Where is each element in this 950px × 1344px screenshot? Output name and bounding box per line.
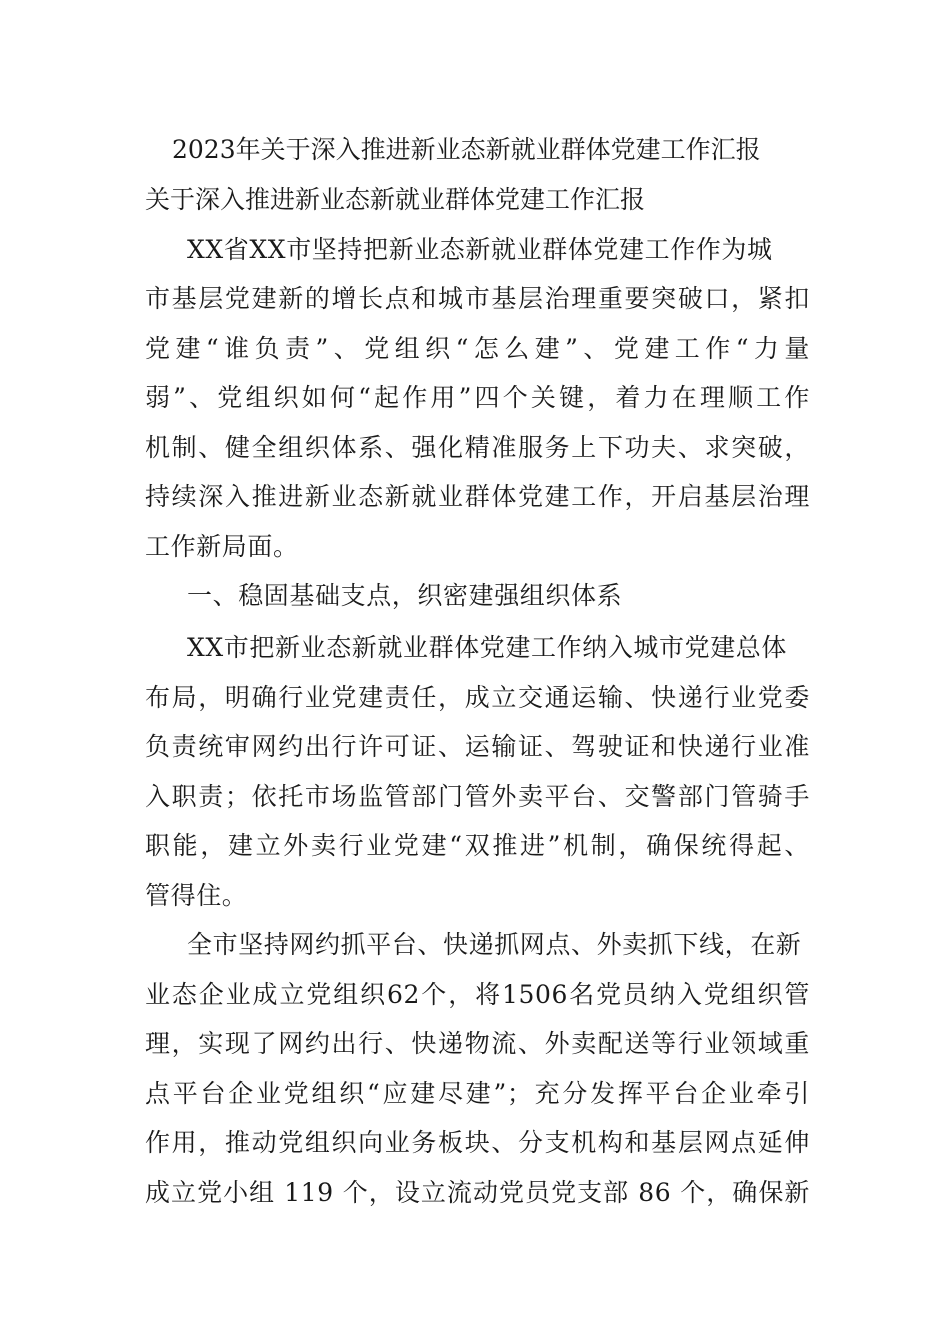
paragraph-3-line-4: 点平台企业党组织“应建尽建”；充分发挥平台企业牵引 xyxy=(145,1079,810,1108)
paragraph-1-line-4: 弱”、党组织如何“起作用”四个关键，着力在理顺工作 xyxy=(145,383,810,412)
paragraph-2-line-3: 负责统审网约出行许可证、运输证、驾驶证和快递行业准 xyxy=(145,732,810,761)
paragraph-1-line-1: XX省XX市坚持把新业态新就业群体党建工作作为城 xyxy=(187,235,773,264)
paragraph-3-line-3: 理，实现了网约出行、快递物流、外卖配送等行业领域重 xyxy=(145,1029,810,1058)
paragraph-2-line-5: 职能，建立外卖行业党建“双推进”机制，确保统得起、 xyxy=(145,831,810,860)
paragraph-1-line-2: 市基层党建新的增长点和城市基层治理重要突破口，紧扣 xyxy=(145,284,810,313)
paragraph-3-line-5: 作用，推动党组织向业务板块、分支机构和基层网点延伸 xyxy=(145,1128,810,1157)
paragraph-3-line-1: 全市坚持网约抓平台、快递抓网点、外卖抓下线，在新 xyxy=(187,930,802,959)
paragraph-1-line-6: 持续深入推进新业态新就业群体党建工作，开启基层治理 xyxy=(145,482,810,511)
paragraph-2-line-6: 管得住。 xyxy=(145,881,248,910)
paragraph-1-line-3: 党建“谁负责”、党组织“怎么建”、党建工作“力量 xyxy=(145,334,810,363)
paragraph-1-line-7: 工作新局面。 xyxy=(145,532,299,561)
paragraph-3-line-6: 成立党小组 119 个，设立流动党员党支部 86 个，确保新 xyxy=(145,1178,810,1207)
document-subtitle: 关于深入推进新业态新就业群体党建工作汇报 xyxy=(145,185,646,214)
paragraph-2-line-2: 布局，明确行业党建责任，成立交通运输、快递行业党委 xyxy=(145,683,810,712)
paragraph-3-line-2: 业态企业成立党组织62个，将1506名党员纳入党组织管 xyxy=(145,980,810,1009)
section-heading-1: 一、稳固基础支点，织密建强组织体系 xyxy=(187,581,623,610)
paragraph-2-line-1: XX市把新业态新就业群体党建工作纳入城市党建总体 xyxy=(187,633,787,662)
document-title: 2023年关于深入推进新业态新就业群体党建工作汇报 xyxy=(172,135,761,164)
paragraph-1-line-5: 机制、健全组织体系、强化精准服务上下功夫、求突破， xyxy=(145,433,810,462)
paragraph-2-line-4: 入职责；依托市场监管部门管外卖平台、交警部门管骑手 xyxy=(145,782,810,811)
